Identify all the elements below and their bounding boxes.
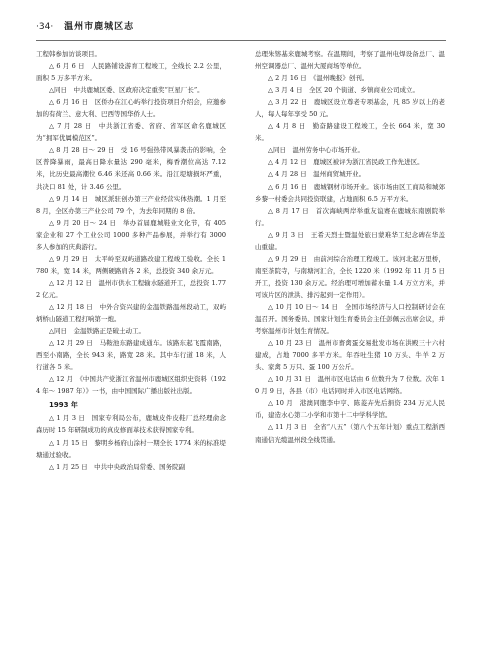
chronicle-entry: △ 10 月 10 日～ 14 日 全国市场经济与人口控制研讨会在温召开。国务委员、国家计划生育委员会主任彭佩云出席会议，并考察温州市计划生育情况。 <box>255 302 445 336</box>
chronicle-entry: △ 9 月 29 日 太平岭至双屿道路改建工程竣工验收。全长 1780 米，宽 14 米，两侧硬路肩各 2 米，总投资 340 余万元。 <box>36 254 226 275</box>
chronicle-entry: △同日 金温铁路正是破土动工。 <box>49 327 145 336</box>
page-number: ·34· <box>36 22 54 32</box>
chronicle-entry: △同日 温州劳务中心市场开业。 <box>268 146 364 155</box>
chronicle-entry: △ 8 月 17 日 首次海峡两岸举重友谊赛在鹿城东南剧院举行。 <box>255 206 445 227</box>
chronicle-entry: △ 6 月 6 日 人民路铺设游育工程竣工，全线长 2.2 公里，面积 5 万多平方米。 <box>36 62 226 83</box>
chronicle-entry: △ 1 月 25 日 中共中央政治局常委、国务院副 <box>49 462 186 471</box>
chronicle-entry: △ 6 月 16 日 鹿城钢材市场开业。该市场由区工商局和城郊乡黎一村委会共同投资联建，占地面积 6.5 万平方米。 <box>255 182 445 203</box>
chronicle-entry: △ 7 月 28 日 中共浙江省委、省府、省军区命名鹿城区为“拥军优属模范区”。 <box>36 122 226 143</box>
chronicle-entry: △同日 中共鹿城区委、区政府决定重奖“巨星厂长”。 <box>49 86 204 95</box>
book-title: 温州市鹿城区志 <box>64 22 135 32</box>
left-column <box>36 48 226 473</box>
chronicle-entry: △ 6 月 16 日 区侨办在江心屿举行投资项目介绍会，应邀参加的有荷兰、意大利、巴西等国华侨人士。 <box>36 98 226 119</box>
continuation-text: 总理朱镕基来鹿城考察。在温期间，考察了温州电焊设备总厂、温州空调器总厂、温州大厦商场等单位。 <box>255 50 445 71</box>
chronicle-entry: △ 12 月 12 日 温州市供水工程输水隧道开工，总投资 1.772 亿元。 <box>36 278 226 299</box>
chronicle-entry: △ 10 月 31 日 温州市区电话由 6 位数升为 7 位数。次年 10 月 9 日，各县（市）电话同时并入市区电话网络。 <box>255 375 445 396</box>
chronicle-entry: △ 10 月 23 日 温州市畜禽蛋交易批发市场在洪殿三十六村建成，占地 7000 多平方米。年吞吐生猪 10 万头、牛羊 2 万头、家禽 5 万只、蛋 100 万公斤。 <box>255 339 445 372</box>
chronicle-entry: △ 4 月 28 日 温州商贸城开业。 <box>268 170 366 179</box>
chronicle-entry: △ 9 月 20 日～ 24 日 举办首届鹿城鞋业文化节，有 405 家企业和 27 个工业公司 1000 多种产品参展，并举行有 3000 多人参加的庆典游行。 <box>36 218 226 251</box>
chronicle-entry: △ 9 月 3 日 王希天烈士暨温处旅日蒙难华工纪念碑在华盖山重建。 <box>255 230 445 251</box>
chronicle-entry: △ 1 月 15 日 黎明乡杨府山涂村一期全长 1774 米的标准堤塘通过验收。 <box>36 438 226 459</box>
right-column <box>255 48 445 446</box>
chronicle-entry: △ 12 月 29 日 马鞍池东路建成通车。该路东起飞霞南路，西至小南路，全长 943 米，路宽 28 米。其中车行道 18 米，人行道各 5 米。 <box>36 339 226 372</box>
year-heading: 1993 年 <box>49 401 78 410</box>
continuation-text: 工程韩参加访谈项目。 <box>36 50 101 58</box>
chronicle-entry: △ 12 月 18 日 中外合资兴建的金温铁路温州段动工，双屿炳桥山隧道工程打响第一炮。 <box>36 302 226 324</box>
chronicle-entry: △ 1 月 3 日 国家专利局公布，鹿城皮件皮鞋厂总经理俞念森历时 15 年研制成功的真皮修面革技术获得国家专利。 <box>36 414 226 435</box>
chronicle-entry: △ 9 月 14 日 城区派驻创办第三产业经营实体热潮。1 月至 8 月，全区办第三产业公司 79 个，为去年同期的 8 倍。 <box>36 194 226 215</box>
chronicle-entry: △ 3 月 4 日 全区 20 个街道、乡镇商业公司成立。 <box>268 86 419 95</box>
chronicle-entry: △ 9 月 29 日 由前河综合治理工程竣工。该河北起万里桥，南至茶院寺，与南塘河汇合，全长 1220 米（1992 年 11 月 5 日开工，投资 130 余万元。经治理可增加蓄水量 1.4 万立方米，并可该片区的泄洪、排污起到一定作用）。 <box>255 254 445 299</box>
chronicle-entry: △ 11 月 3 日 全省“八五”（第八个五年计划）重点工程浙西南通信光缆温州段全线贯通。 <box>255 423 445 444</box>
chronicle-entry: △ 3 月 22 日 鹿城区设立尊老专项基金，凡 85 岁以上的老人，每人每年享受 50 元。 <box>255 98 445 119</box>
page-header <box>36 18 446 41</box>
chronicle-entry: △ 8 月 28 日～ 29 日 受 16 号强热带风暴袭击的影响，全区普降暴雨，最高日降水量达 290 毫米，梅香潮位高达 7.12 米，比历史最高潮位 6.46 米还高 0.66 米。沿江堤塘损坏严重，共决口 81 处，计 3.46 公里。 <box>36 146 226 191</box>
chronicle-entry: △ 10 月 港澳同胞李中亨、陈菱卉先后捐资 234 万元人民币，建造水心第二小学和市第十二中学科学馆。 <box>255 399 445 420</box>
chronicle-entry: △ 2 月 16 日 《温州晚报》创刊。 <box>268 74 369 83</box>
chronicle-entry: △ 12 月 《中国共产党浙江省温州市鹿城区组织史资料（1924 年～ 1987 年）》一书，由中国国际广播出版社出版。 <box>36 375 226 396</box>
chronicle-entry: △ 4 月 8 日 勤奋路建设工程竣工，全长 664 米，宽 30 米。 <box>255 122 445 143</box>
chronicle-entry: △ 4 月 12 日 鹿城区被评为浙江省民政工作先进区。 <box>268 158 424 167</box>
